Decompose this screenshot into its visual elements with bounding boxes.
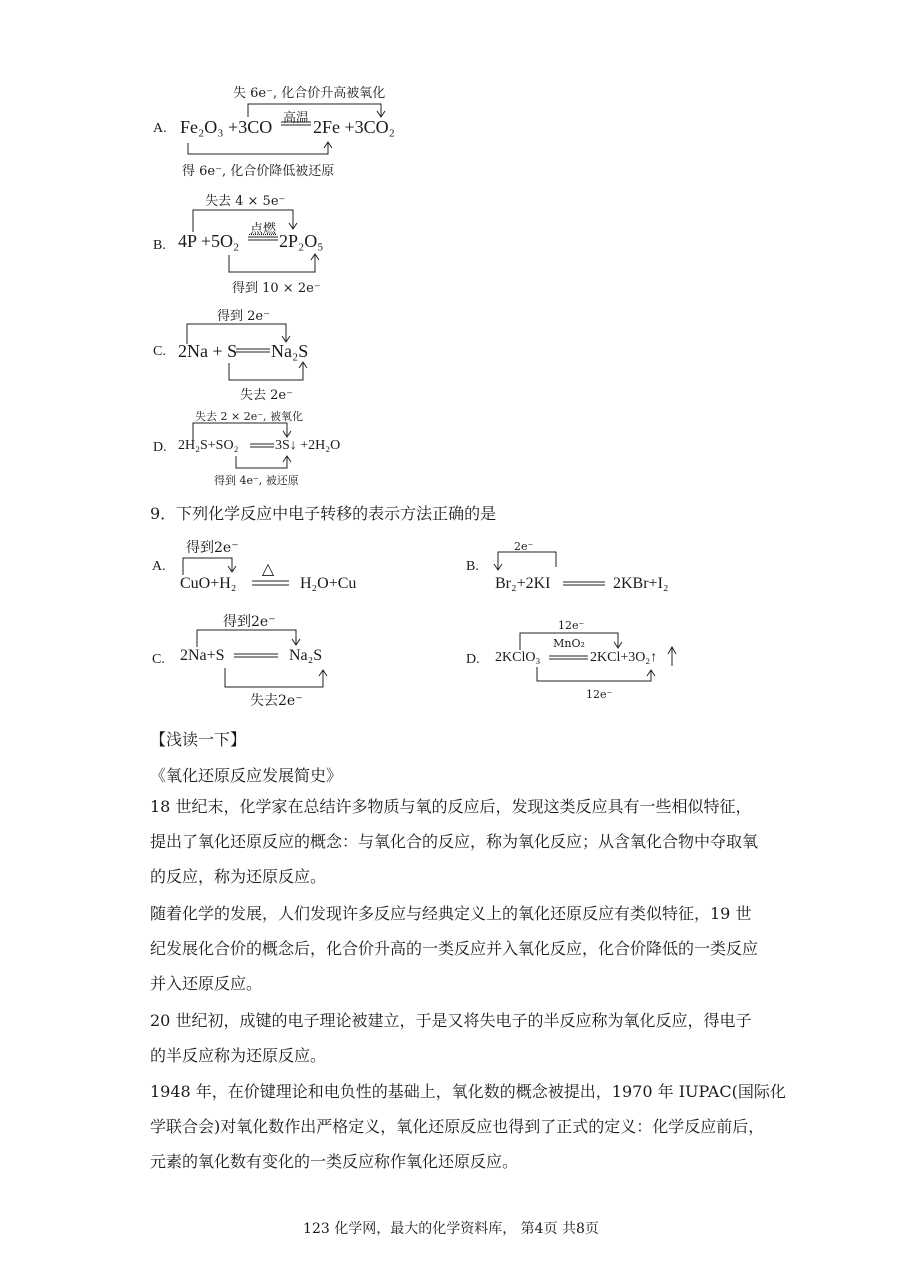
products: H₂O+Cu: [300, 575, 357, 592]
reduction-label: 得 6e⁻, 化合价降低被还原: [182, 164, 335, 179]
option-letter: C.: [153, 344, 166, 359]
q8b-bottom-arrow: [229, 255, 315, 272]
reduction-label: 得到 10 × 2e⁻: [232, 281, 321, 296]
oxidation-label: 失去2e⁻: [250, 693, 303, 709]
oxidation-label: 失 6e⁻, 化合价升高被氧化: [233, 86, 386, 101]
paragraph-line: 18 世纪末，化学家在总结许多物质与氧的反应后，发现这类反应具有一些相似特征，: [150, 797, 752, 816]
transfer-label: 12e⁻: [558, 619, 585, 632]
products: 2Fe +3CO₂: [313, 117, 395, 137]
reactants: Br₂+2KI: [495, 575, 551, 592]
reactants: 2KClO₃: [495, 650, 541, 665]
option-letter: D.: [466, 652, 480, 667]
oxidation-label: 失去 2e⁻: [240, 388, 293, 403]
q8a-bottom-arrow: [188, 143, 328, 154]
q8c-bottom-arrow: [229, 363, 303, 380]
products: Na₂S: [289, 647, 323, 664]
paragraph-line: 的反应，称为还原反应。: [150, 867, 327, 886]
section-header: 【浅读一下】: [150, 730, 247, 749]
option-letter: B.: [466, 559, 479, 574]
reaction-condition: △: [261, 559, 275, 578]
q9a-top-arrow: [183, 558, 232, 575]
paragraph-line: 1948 年，在价键理论和电负性的基础上，氧化数的概念被提出，1970 年 IUPAC(国际化: [150, 1082, 786, 1101]
question-9-stem: 9．下列化学反应中电子转移的表示方法正确的是: [150, 504, 497, 523]
paragraph-line: 随着化学的发展，人们发现许多反应与经典定义上的氧化还原反应有类似特征，19 世: [150, 904, 752, 923]
paragraph-line: 学联合会)对氧化数作出严格定义，氧化还原反应也得到了正式的定义：化学反应前后，: [150, 1117, 765, 1136]
reaction-condition: MnO₂: [553, 637, 585, 650]
reaction-condition: 点燃: [249, 222, 276, 237]
reactants: 2Na+S: [180, 647, 225, 664]
option-letter: C.: [152, 652, 165, 667]
oxidation-label: 失去 2 × 2e⁻, 被氧化: [195, 410, 304, 423]
products: Na₂S: [271, 341, 309, 361]
reduction-label: 得到 4e⁻, 被还原: [214, 474, 299, 487]
q9c-top-arrow: [197, 630, 296, 647]
option-letter: B.: [153, 238, 166, 253]
option-letter: D.: [153, 440, 167, 455]
reactants: 2H₂S+SO₂: [178, 438, 239, 453]
q9b-top-arrow: [498, 552, 556, 570]
reactants: 4P +5O₂: [178, 231, 240, 251]
q8a-top-arrow: [248, 104, 381, 117]
q9d-bottom-arrow: [537, 667, 651, 681]
paragraph-line: 提出了氧化还原反应的概念：与氧化合的反应，称为氧化反应；从含氧化合物中夺取氧: [150, 832, 759, 851]
paragraph-line: 并入还原反应。: [150, 974, 263, 993]
products: 2P₂O₅: [279, 231, 324, 251]
products: 3S↓ +2H₂O: [275, 438, 341, 453]
page-footer: 123 化学网，最大的化学资料库， 第4页 共8页: [303, 1221, 599, 1237]
article-title: 《氧化还原反应发展简史》: [150, 766, 343, 785]
paragraph-line: 元素的氧化数有变化的一类反应称作氧化还原反应。: [150, 1152, 519, 1171]
reactants: Fe₂O₃ +3CO: [180, 117, 273, 137]
q8d-bottom-arrow: [236, 456, 287, 468]
reactants: 2Na + S: [178, 341, 238, 361]
transfer-label: 2e⁻: [514, 540, 534, 553]
paragraph-line: 20 世纪初，成键的电子理论被建立，于是又将失电子的半反应称为氧化反应，得电子: [150, 1011, 752, 1030]
reactants: CuO+H₂: [180, 575, 237, 592]
products: 2KCl+3O₂↑: [590, 650, 658, 665]
paragraph-line: 的半反应称为还原反应。: [150, 1046, 327, 1065]
reduction-label: 得到2e⁻: [186, 540, 239, 556]
q9c-bottom-arrow: [225, 668, 323, 687]
oxidation-label: 失去 4 × 5e⁻: [205, 194, 286, 209]
reduction-label: 得到2e⁻: [223, 614, 276, 630]
paragraph-line: 纪发展化合价的概念后，化合价升高的一类反应并入氧化反应，化合价降低的一类反应: [150, 939, 759, 958]
reduction-label: 得到 2e⁻: [217, 309, 270, 324]
reaction-condition: 高温: [282, 111, 309, 126]
option-letter: A.: [152, 559, 166, 574]
option-letter: A.: [153, 121, 167, 136]
products: 2KBr+I₂: [613, 575, 669, 592]
transfer-label: 12e⁻: [586, 688, 613, 701]
